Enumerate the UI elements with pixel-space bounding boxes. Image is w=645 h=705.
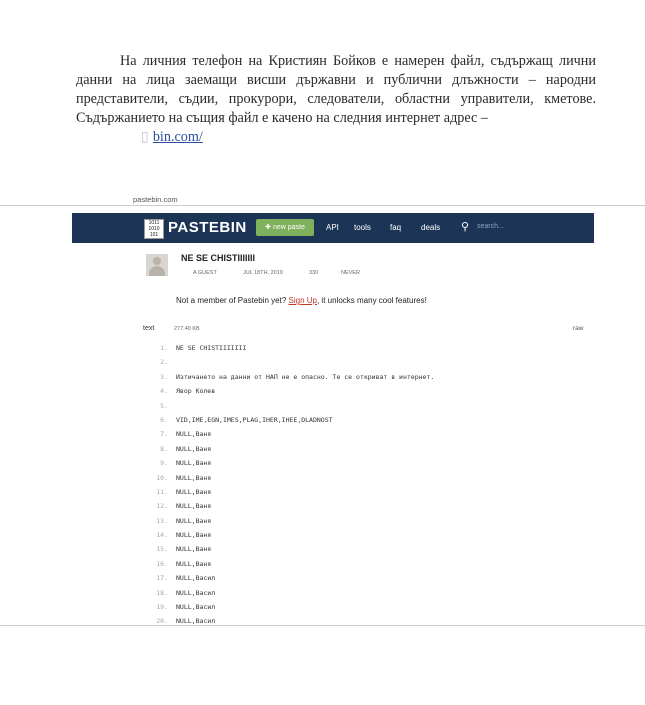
paste-size: 277.40 KB <box>174 326 200 332</box>
line-content: NULL,Васил <box>176 588 216 597</box>
code-line <box>150 416 590 430</box>
code-line <box>150 589 590 603</box>
code-line <box>150 459 590 473</box>
line-content: NULL,Ваня <box>176 531 212 540</box>
search-input[interactable]: search... <box>477 223 504 230</box>
line-number: 6. <box>160 415 168 424</box>
nav-api[interactable]: API <box>326 223 339 232</box>
guest-avatar <box>146 254 168 276</box>
line-number: 13. <box>156 516 168 525</box>
line-number: 16. <box>156 559 168 568</box>
line-number: 8. <box>160 444 168 453</box>
paste-date: JUL 18TH, 2019 <box>243 270 283 276</box>
paragraph-text: На личния телефон на Кристиян Бойков е намерен файл, съдържащ лични данни на лица заемащи висши държавни и публични длъжности – народни представители, съдии, прокурори, следователи, областни управители, кметове. Съдържанието на същия файл е качено на следния интернет адрес – <box>76 53 596 126</box>
code-line <box>150 402 590 416</box>
code-line <box>150 387 590 401</box>
line-content: NULL,Ваня <box>176 545 212 554</box>
signup-link[interactable]: Sign Up <box>288 296 317 305</box>
line-number: 1. <box>160 344 168 352</box>
screenshot-url: pastebin.com <box>133 195 178 204</box>
line-content: NULL,Ваня <box>176 559 212 568</box>
line-number: 11. <box>156 487 168 496</box>
line-number: 20. <box>156 617 168 626</box>
code-line <box>150 358 590 372</box>
line-content: NULL,Ваня <box>176 502 212 511</box>
line-number: 14. <box>156 531 168 540</box>
line-content: NULL,Ваня <box>176 516 212 525</box>
line-number: 9. <box>160 459 168 468</box>
code-line <box>150 430 590 444</box>
line-number: 4. <box>160 387 168 396</box>
code-line <box>150 560 590 574</box>
brand-name[interactable]: PASTEBIN <box>168 219 247 236</box>
line-content: NULL,Ваня <box>176 473 212 482</box>
line-content: NULL,Васил <box>176 617 216 626</box>
screenshot-bottom-rule <box>0 625 645 626</box>
line-content: NULL,Ваня <box>176 430 212 439</box>
nav-faq[interactable]: faq <box>390 223 402 232</box>
line-number: 18. <box>156 588 168 597</box>
line-content: NULL,Ваня <box>176 487 212 496</box>
paste-author: A GUEST <box>193 270 217 276</box>
line-content: NE SE CHISTIIIIIII <box>176 344 247 352</box>
line-number: 3. <box>160 372 168 381</box>
code-line <box>150 603 590 617</box>
line-content: NULL,Васил <box>176 574 216 583</box>
code-line <box>150 373 590 387</box>
line-number: 10. <box>156 473 168 482</box>
code-line <box>150 502 590 516</box>
code-line <box>150 517 590 531</box>
new-paste-button[interactable] <box>256 219 314 236</box>
line-number: 19. <box>156 603 168 612</box>
line-content: Явор Колев <box>176 387 216 396</box>
line-number: 15. <box>156 545 168 554</box>
paste-title: NE SE CHISTIIIIIII <box>181 253 256 263</box>
line-content: Изтичането на данни от НАП не е опасно. Те се откриват в интернет. <box>176 372 435 381</box>
code-line <box>150 474 590 488</box>
pastebin-logo-icon[interactable]: 1011 1010 101 <box>144 219 164 239</box>
paste-views: 330 <box>309 270 319 276</box>
pastebin-navbar <box>72 213 594 243</box>
screenshot-top-rule <box>0 205 645 206</box>
code-line <box>150 574 590 588</box>
line-number: 5. <box>160 401 168 410</box>
raw-link[interactable]: raw <box>573 325 584 332</box>
line-content: NULL,Ваня <box>176 459 212 468</box>
code-line <box>150 344 590 358</box>
code-line <box>150 445 590 459</box>
code-line <box>150 488 590 502</box>
line-number: 17. <box>156 574 168 583</box>
paste-expiry: NEVER <box>341 270 360 276</box>
plus-icon: ✚ <box>265 224 271 231</box>
new-paste-label: new paste <box>272 224 305 231</box>
paste-content <box>150 344 590 632</box>
pastebin-link[interactable]: ▯ bin.com/ <box>141 129 203 145</box>
line-number: 12. <box>156 502 168 511</box>
line-content: NULL,Васил <box>176 603 216 612</box>
nav-deals[interactable]: deals <box>421 223 441 232</box>
line-content: NULL,Ваня <box>176 444 212 453</box>
document-paragraph <box>76 52 596 128</box>
line-number: 2. <box>160 358 168 367</box>
search-icon[interactable]: ⚲ <box>461 221 470 233</box>
link-text[interactable]: bin.com/ <box>152 129 203 145</box>
signup-notice: Not a member of Pastebin yet? Sign Up, it unlocks many cool features! <box>176 296 427 305</box>
nav-tools[interactable]: tools <box>354 223 371 232</box>
line-number: 7. <box>160 430 168 439</box>
code-line <box>150 545 590 559</box>
line-content: VID,IME,EGN,IMES,PLAG,IHER,IHEE,DLADNOST <box>176 415 333 424</box>
code-line <box>150 531 590 545</box>
syntax-label: text <box>143 325 155 332</box>
